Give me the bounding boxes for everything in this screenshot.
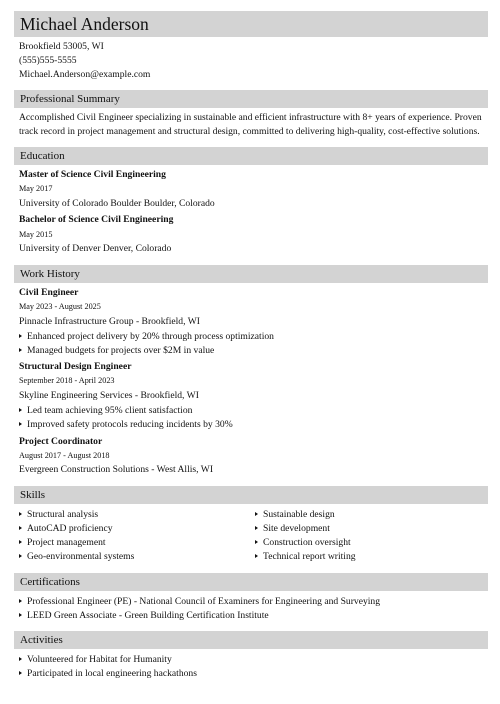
contact-email: Michael.Anderson@example.com xyxy=(19,69,151,80)
education-date: May 2017 xyxy=(19,184,53,193)
skill-item: Technical report writing xyxy=(255,550,356,564)
education-date: May 2015 xyxy=(19,230,53,239)
section-heading-certifications: Certifications xyxy=(14,573,488,591)
bullet-icon xyxy=(19,599,22,603)
skill-item: Construction oversight xyxy=(255,536,351,550)
candidate-name: Michael Anderson xyxy=(14,11,488,37)
activity-item: Participated in local engineering hackathons xyxy=(19,667,197,681)
section-heading-education: Education xyxy=(14,147,488,165)
job-bullet: Enhanced project delivery by 20% through process optimization xyxy=(19,330,274,344)
skill-item: Project management xyxy=(19,536,106,550)
bullet-icon xyxy=(19,671,22,675)
skill-item: Structural analysis xyxy=(19,508,98,522)
job-bullet: Led team achieving 95% client satisfaction xyxy=(19,404,192,418)
section-heading-summary: Professional Summary xyxy=(14,90,488,108)
contact-address: Brookfield 53005, WI xyxy=(19,41,104,52)
contact-phone: (555)555-5555 xyxy=(19,55,77,66)
skill-item: Sustainable design xyxy=(255,508,335,522)
bullet-icon xyxy=(19,334,22,338)
job-title: Structural Design Engineer xyxy=(19,361,132,372)
job-company: Pinnacle Infrastructure Group - Brookfield, WI xyxy=(19,316,200,327)
bullet-icon xyxy=(19,408,22,412)
job-title: Civil Engineer xyxy=(19,287,79,298)
section-heading-skills: Skills xyxy=(14,486,488,504)
bullet-icon xyxy=(19,512,22,516)
bullet-icon xyxy=(19,422,22,426)
section-heading-work-history: Work History xyxy=(14,265,488,283)
job-company: Evergreen Construction Solutions - West Allis, WI xyxy=(19,464,214,475)
education-degree: Master of Science Civil Engineering xyxy=(19,169,166,180)
education-degree: Bachelor of Science Civil Engineering xyxy=(19,214,174,225)
bullet-icon xyxy=(19,526,22,530)
bullet-icon xyxy=(19,540,22,544)
skill-item: Geo-environmental systems xyxy=(19,550,134,564)
education-school: University of Denver Denver, Colorado xyxy=(19,243,172,254)
bullet-icon xyxy=(255,554,258,558)
bullet-icon xyxy=(255,512,258,516)
job-bullet: Managed budgets for projects over $2M in value xyxy=(19,344,214,358)
bullet-icon xyxy=(19,657,22,661)
bullet-icon xyxy=(19,613,22,617)
summary-text: Accomplished Civil Engineer specializing in sustainable and efficient infrastructure with 8+ years of experience. Proven track record in project management and structural design, committed to delivering high-quality, cost-effective solutions. xyxy=(19,112,482,137)
bullet-icon xyxy=(255,540,258,544)
job-company: Skyline Engineering Services - Brookfield, WI xyxy=(19,390,199,401)
job-dates: September 2018 - April 2023 xyxy=(19,376,115,385)
certification-item: Professional Engineer (PE) - National Council of Examiners for Engineering and Surveying xyxy=(19,595,380,609)
skill-item: AutoCAD proficiency xyxy=(19,522,113,536)
activity-item: Volunteered for Habitat for Humanity xyxy=(19,653,172,667)
education-school: University of Colorado Boulder Boulder, Colorado xyxy=(19,198,215,209)
bullet-icon xyxy=(19,554,22,558)
job-bullet: Improved safety protocols reducing incidents by 30% xyxy=(19,418,233,432)
skill-item: Site development xyxy=(255,522,330,536)
bullet-icon xyxy=(255,526,258,530)
job-title: Project Coordinator xyxy=(19,436,103,447)
job-dates: May 2023 - August 2025 xyxy=(19,302,101,311)
job-dates: August 2017 - August 2018 xyxy=(19,451,110,460)
certification-item: LEED Green Associate - Green Building Certification Institute xyxy=(19,609,269,623)
section-heading-activities: Activities xyxy=(14,631,488,649)
bullet-icon xyxy=(19,348,22,352)
